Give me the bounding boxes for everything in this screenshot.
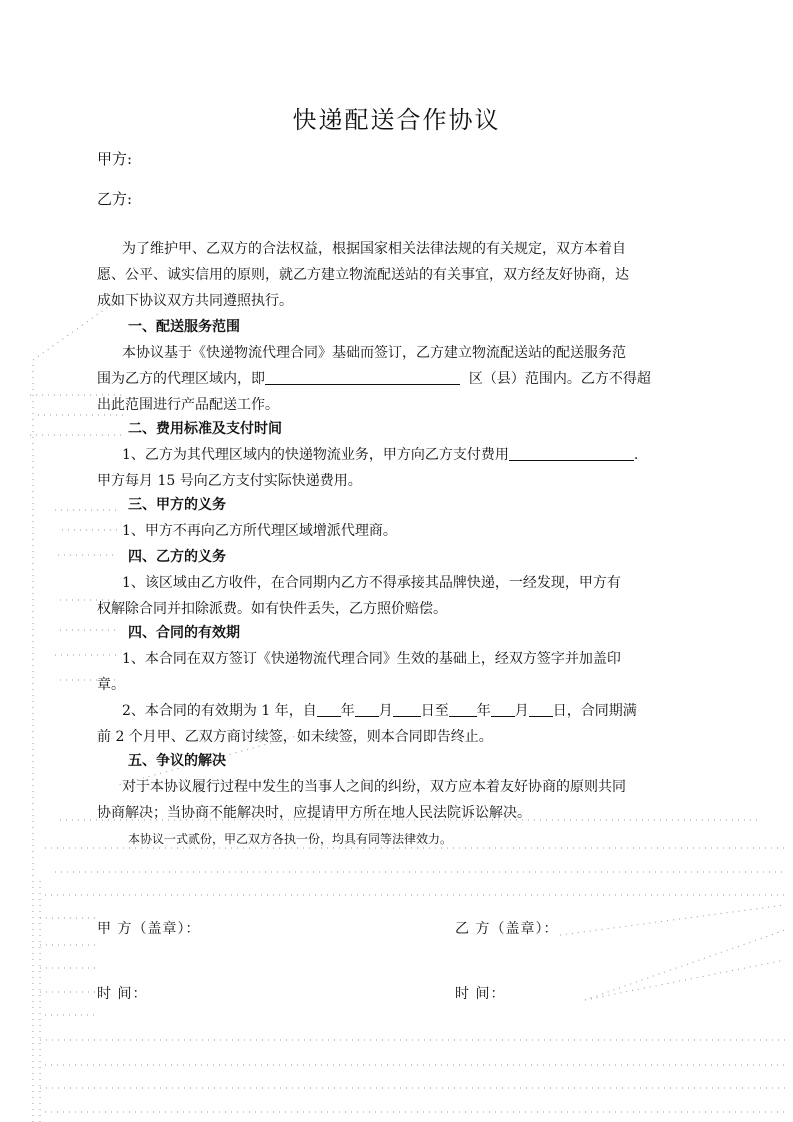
clause-line: 出此范围进行产品配送工作。 [97,397,279,413]
preamble-line: 愿、公平、诚实信用的原则，就乙方建立物流配送站的有关事宜，双方经友好协商，达 [97,267,629,283]
clause-line: 章。 [97,677,125,693]
section-heading: 一、配送服务范围 [128,319,240,335]
clause-line: 对于本协议履行过程中发生的当事人之间的纠纷，双方应本着友好协商的原则共同 [122,779,626,795]
preamble-line: 成如下协议双方共同遵照执行。 [97,293,293,309]
section-heading: 四、合同的有效期 [128,625,240,641]
blank-field [449,702,477,717]
party-b-time-label: 时 间： [455,986,506,1002]
clause-line: 围为乙方的代理区域内，即 区（县）范围内。乙方不得超 [97,371,651,387]
party-a-label: 甲方: [97,150,133,168]
blank-field [317,702,341,717]
section-heading: 二、费用标准及支付时间 [128,421,282,437]
clause-line: 2、本合同的有效期为 1 年，自 年 月 日至 年 月 日，合同期满 [122,703,637,719]
party-b-seal-label: 乙 方（盖章）： [455,921,559,937]
preamble-line: 为了维护甲、乙双方的合法权益，根据国家相关法律法规的有关规定，双方本着自 [122,241,626,257]
closing-note: 本协议一式贰份，甲乙双方各执一份，均具有同等法律效力。 [128,832,453,846]
party-b-label: 乙方: [97,190,133,208]
clause-line: 1、本合同在双方签订《快递物流代理合同》生效的基础上，经双方签字并加盖印 [122,651,621,667]
party-a-seal-label: 甲 方（盖章）： [97,921,201,937]
clause-line: 1、甲方不再向乙方所代理区域增派代理商。 [122,523,397,539]
clause-line: 前 2 个月甲、乙双方商讨续签，如未续签，则本合同即告终止。 [97,729,493,745]
section-heading: 三、甲方的义务 [128,497,226,513]
blank-field [491,702,515,717]
blank-field [355,702,379,717]
blank-field [265,370,460,385]
clause-line: 甲方每月 15 号向乙方支付实际快递费用。 [97,473,362,489]
section-heading: 四、乙方的义务 [128,549,226,565]
document-title: 快递配送合作协议 [292,106,501,134]
clause-line: 权解除合同并扣除派费。如有快件丢失，乙方照价赔偿。 [97,601,447,617]
blank-field [529,702,553,717]
party-a-time-label: 时 间： [97,986,148,1002]
blank-field [393,702,421,717]
clause-line: 本协议基于《快递物流代理合同》基础而签订，乙方建立物流配送站的配送服务范 [122,345,626,361]
blank-field [509,446,634,461]
clause-line: 1、乙方为其代理区域内的快递物流业务，甲方向乙方支付费用 . [122,447,639,463]
clause-line: 1、该区域由乙方收件，在合同期内乙方不得承接其品牌快递，一经发现，甲方有 [122,575,621,591]
clause-line: 协商解决；当协商不能解决时，应提请甲方所在地人民法院诉讼解决。 [97,805,531,821]
section-heading: 五、争议的解决 [128,753,226,769]
